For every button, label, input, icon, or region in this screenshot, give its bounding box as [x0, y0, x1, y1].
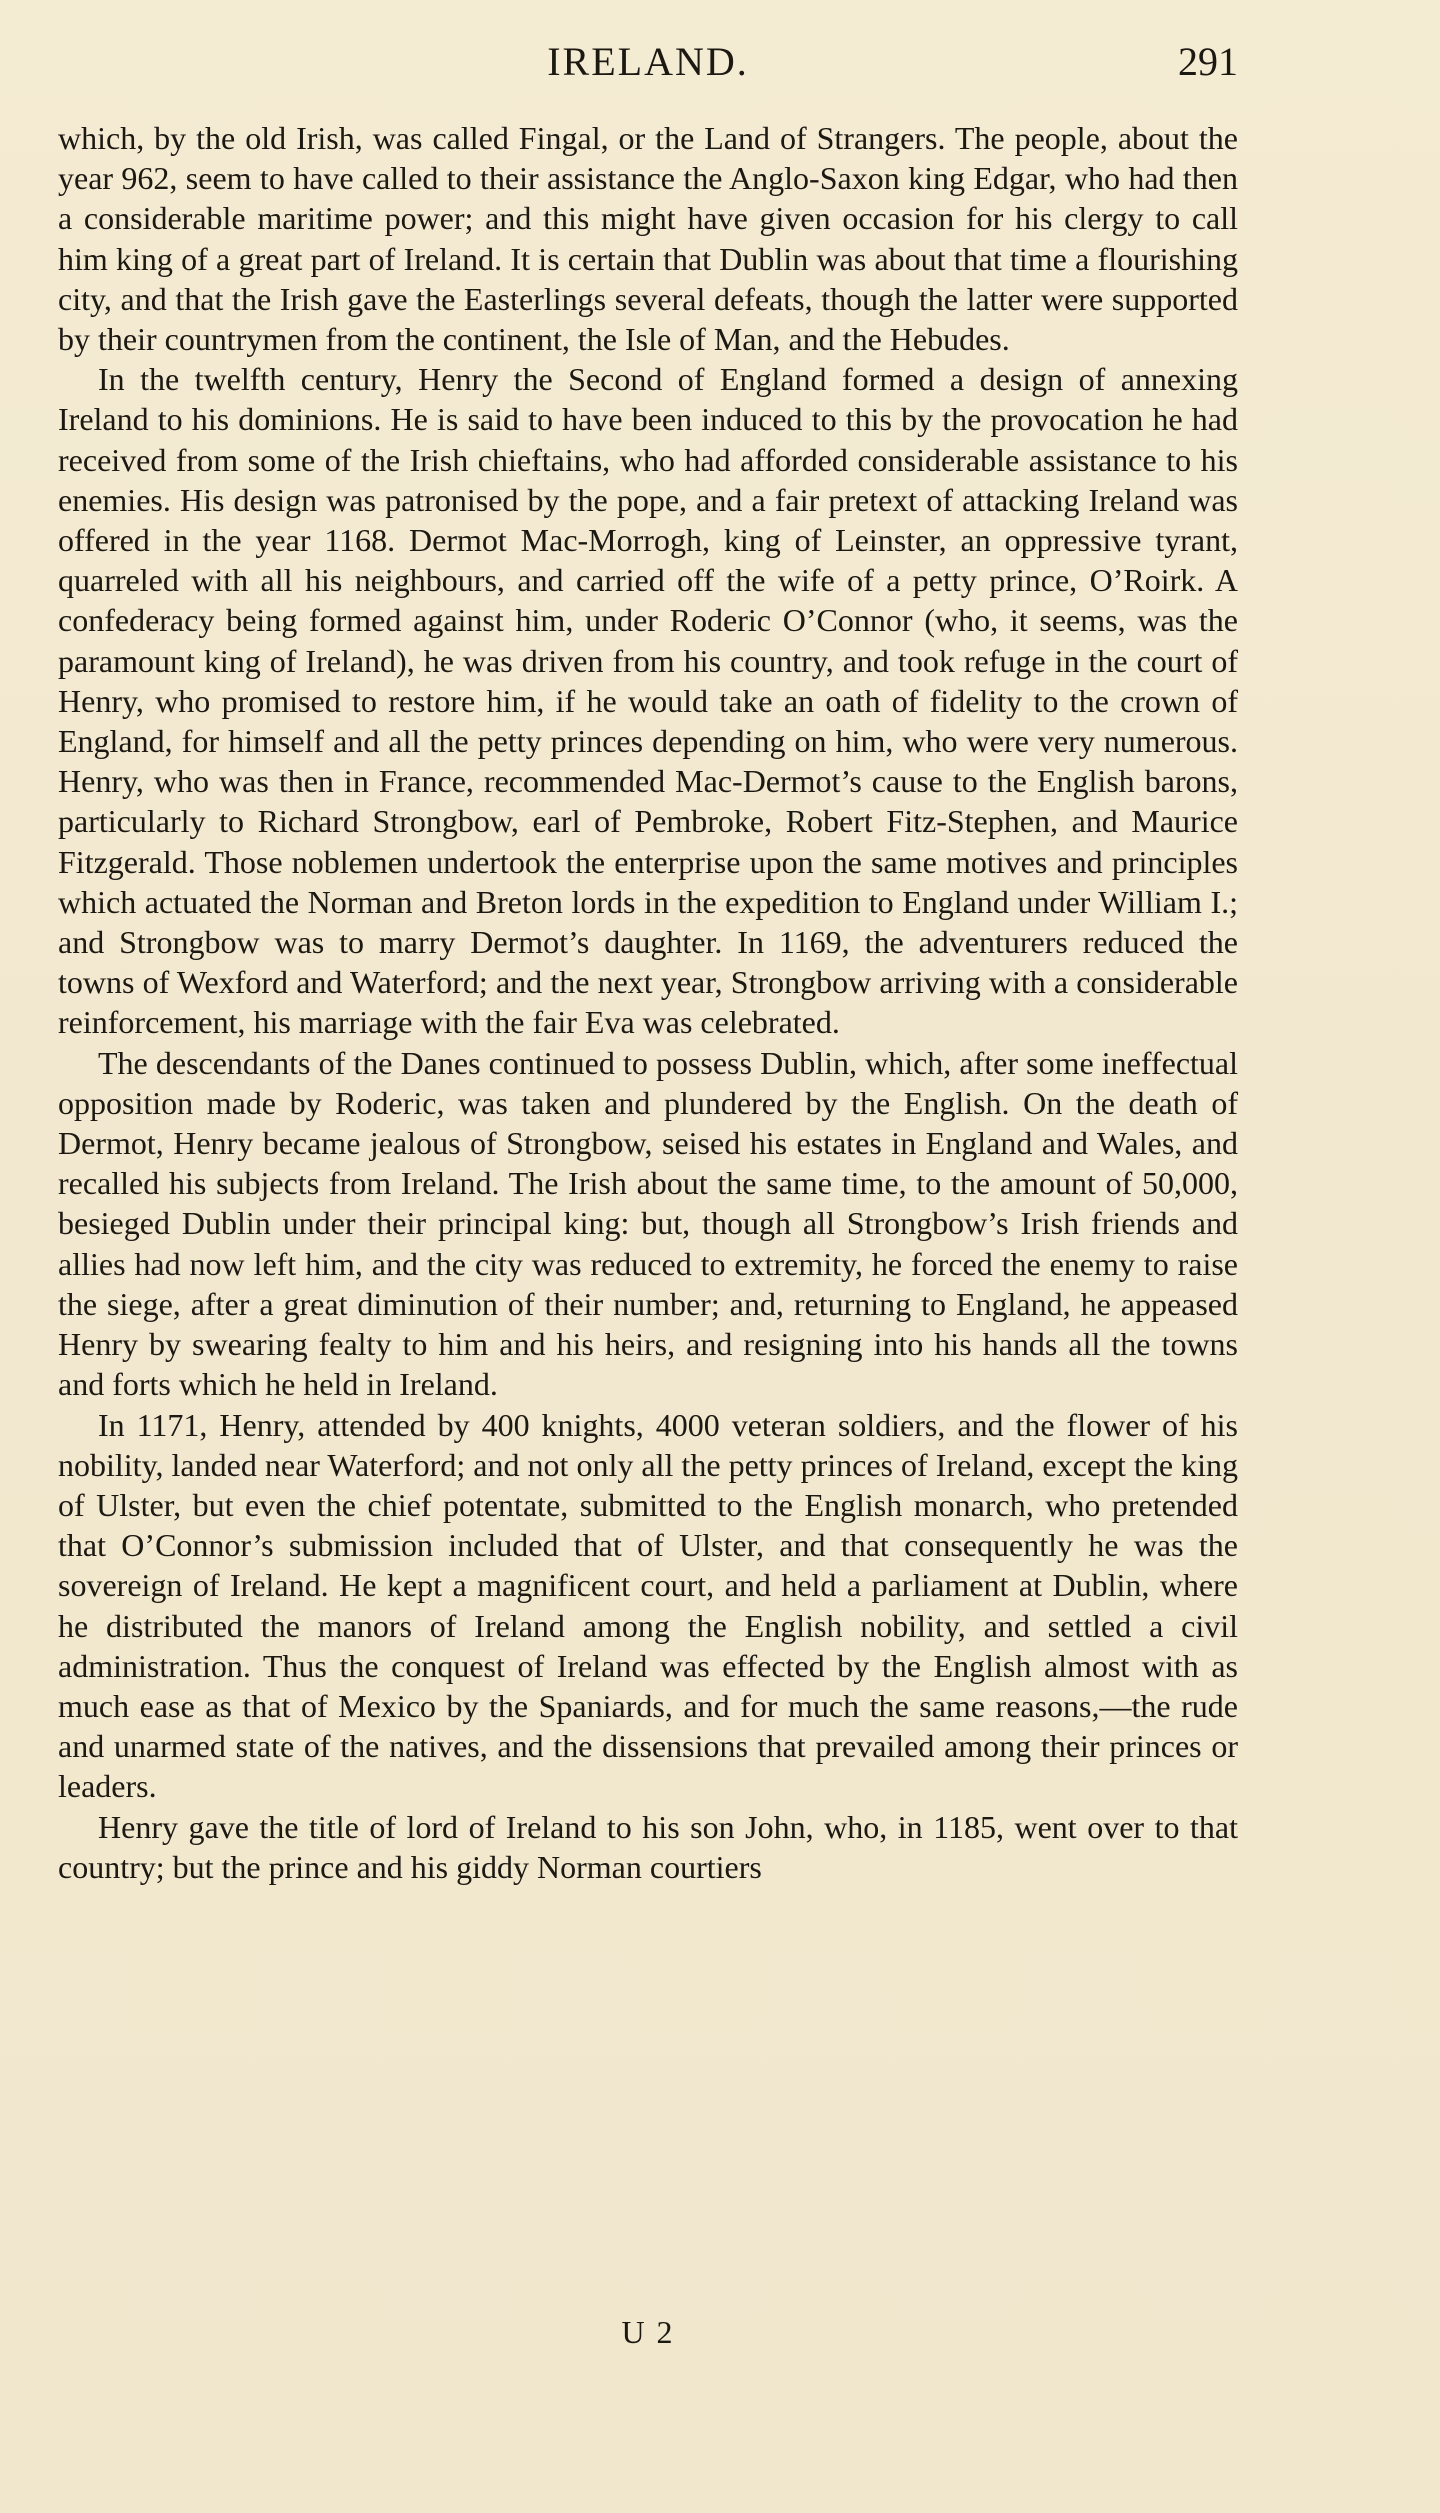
paragraph-continuation: which, by the old Irish, was called Fingal, or the Land of Strangers. The people, about the year 962, seem to have called to their assistance the Anglo-Saxon king Edgar, who had then a considerable maritime power; and this might have given occasion for his clergy to call him king of a great part of Ireland. It is certain that Dublin was about that time a flourishing city, and that the Irish gave the Easterlings several defeats, though the latter were supported by their countrymen from the continent, the Isle of Man, and the Hebudes. [58, 120, 1238, 358]
paragraph-henry-second: In the twelfth century, Henry the Second of England formed a design of annexing Ireland to his dominions. He is said to have been induced to this by the provocation he had received from some of the Irish chieftains, who had afforded considerable assistance to his enemies. His design was patronised by the pope, and a fair pretext of attacking Ireland was offered in the year 1168. Dermot Mac-Morrogh, king of Leinster, an oppressive tyrant, quarreled with all his neighbours, and carried off the wife of a petty prince, O’Roirk. A confederacy being formed against him, under Roderic O’Connor (who, it seems, was the paramount king of Ireland), he was driven from his country, and took refuge in the court of Henry, who promised to restore him, if he would take an oath of fidelity to the crown of England, for himself and all the petty princes depending on him, who were very numerous. Henry, who was then in France, recommended Mac-Dermot’s cause to the English barons, particularly to Richard Strongbow, earl of Pembroke, Robert Fitz-Stephen, and Maurice Fitzgerald. Those noblemen undertook the enterprise upon the same motives and principles which actuated the Norman and Breton lords in the expedition to England under William I.; and Strongbow was to marry Dermot’s daughter. In 1169, the adventurers reduced the towns of Wexford and Waterford; and the next year, Strongbow arriving with a considerable reinforcement, his marriage with the fair Eva was celebrated. [58, 361, 1238, 1041]
body-text [58, 118, 1238, 1887]
paragraph-prince-john: Henry gave the title of lord of Ireland to his son John, who, in 1185, went over to that country; but the prince and his giddy Norman courtiers [58, 1808, 1238, 1885]
signature-mark: U 2 [621, 2314, 675, 2350]
paragraph-henry-1171: In 1171, Henry, attended by 400 knights, 4000 veteran soldiers, and the flower of his nobility, landed near Waterford; and not only all the petty princes of Ireland, except the king of Ulster, but even the chief potentate, submitted to the English monarch, who pretended that O’Connor’s submission included that of Ulster, and that consequently he was the sovereign of Ireland. He kept a magnificent court, and held a parliament at Dublin, where he distributed the manors of Ireland among the English nobility, and settled a civil administration. Thus the conquest of Ireland was effected by the English almost with as much ease as that of Mexico by the Spaniards, and for much the same reasons,—the rude and unarmed state of the natives, and the dissensions that prevailed among their princes or leaders. [58, 1406, 1238, 1805]
page-number: 291 [1178, 39, 1238, 84]
running-title: IRELAND. [547, 39, 749, 84]
running-head [58, 32, 1238, 92]
paragraph-danes-dublin: The descendants of the Danes continued to possess Dublin, which, after some ineffectual opposition made by Roderic, was taken and plundered by the English. On the death of Dermot, Henry became jealous of Strongbow, seised his estates in England and Wales, and recalled his subjects from Ireland. The Irish about the same time, to the amount of 50,000, besieged Dublin under their principal king: but, though all Strongbow’s Irish friends and allies had now left him, and the city was reduced to extremity, he forced the enemy to raise the siege, after a great diminution of their number; and, returning to England, he appeased Henry by swearing fealty to him and his heirs, and resigning into his hands all the towns and forts which he held in Ireland. [58, 1044, 1238, 1403]
